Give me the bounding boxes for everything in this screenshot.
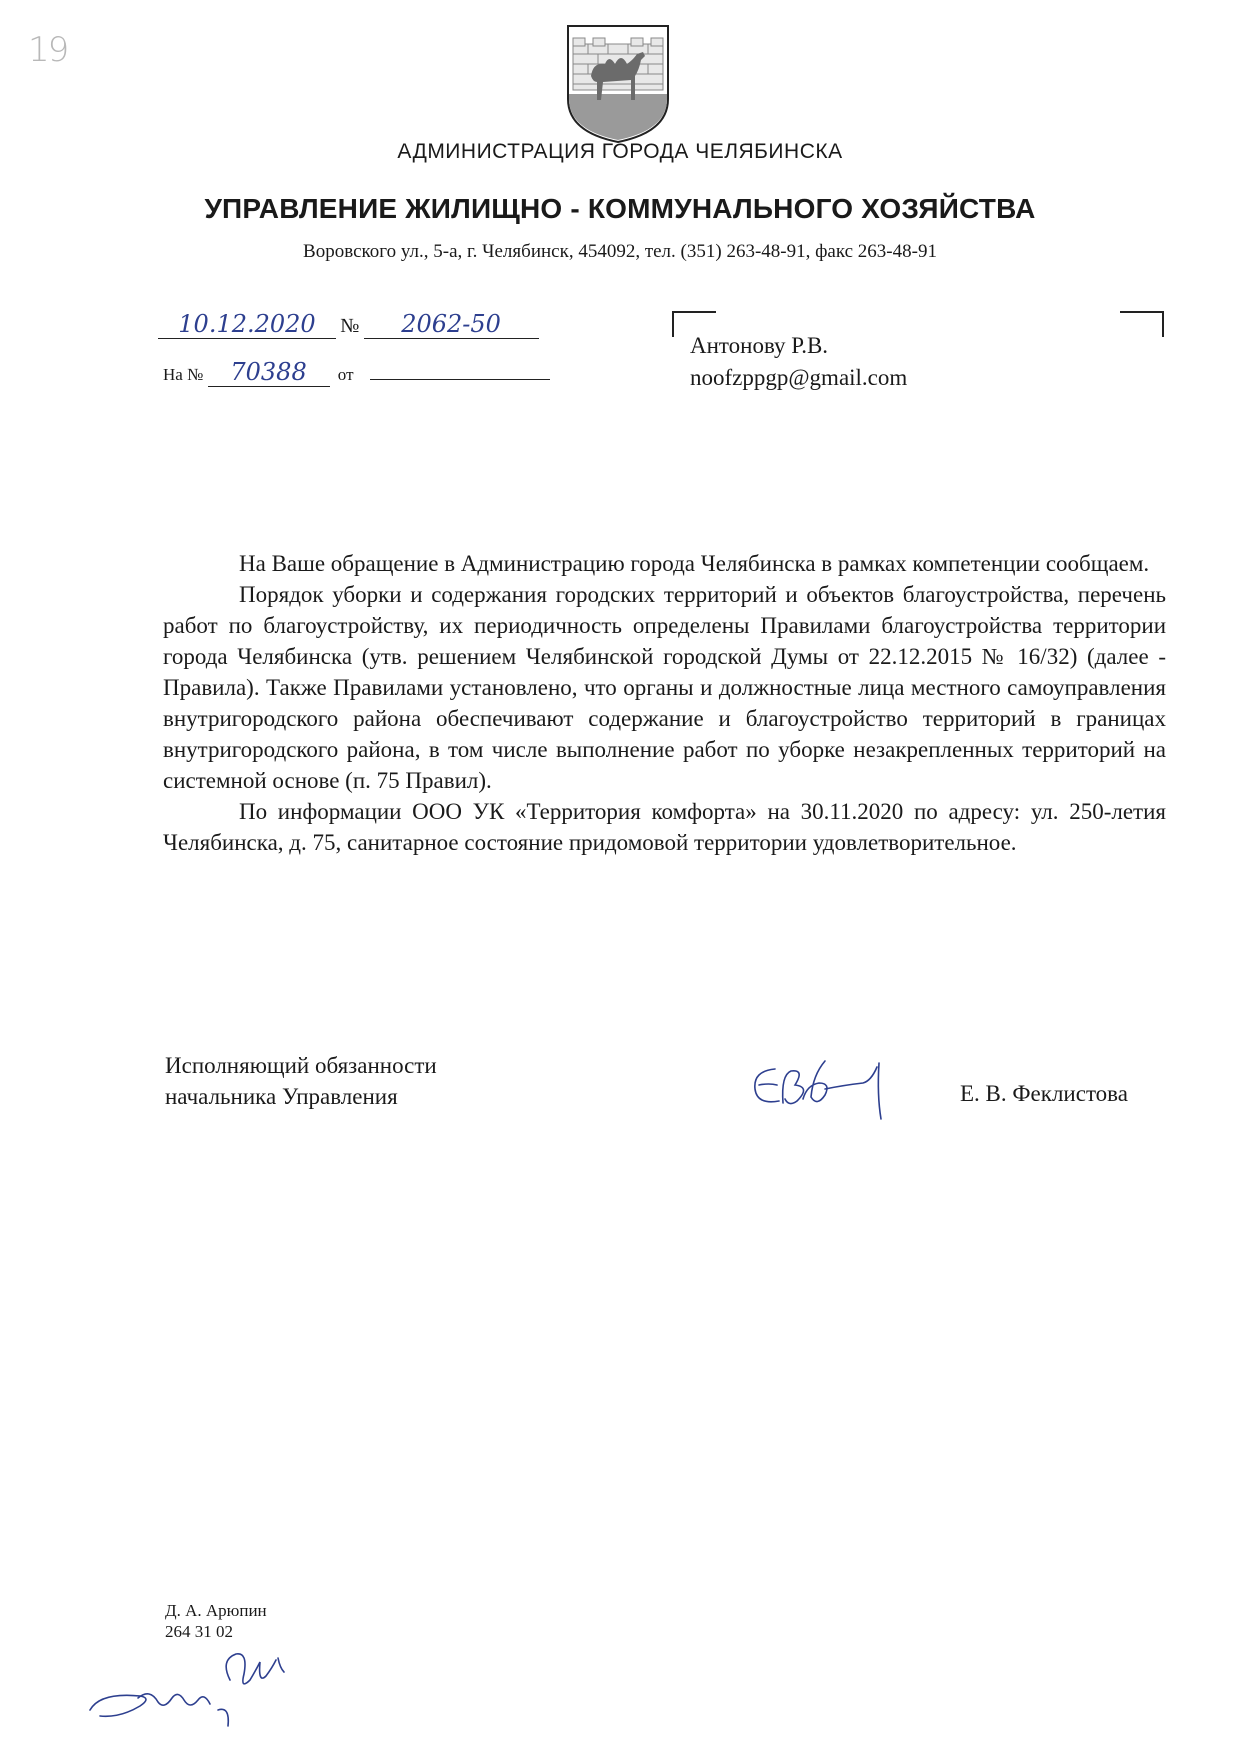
outgoing-date: 10.12.2020: [178, 310, 316, 338]
recipient-block: [690, 330, 907, 394]
executor-signature: [80, 1640, 320, 1730]
executor-name: Д. А. Арюпин: [165, 1601, 267, 1620]
signer-name: Е. В. Феклистова: [960, 1081, 1128, 1106]
signer-title-line: начальника Управления: [165, 1084, 398, 1109]
executor-block: [165, 1600, 267, 1642]
body-paragraph: Порядок уборки и содержания городских территорий и объектов благоустройства, перечень работ по благоустройству, их периодичность определены Правилами благоустройства территории города Челябинска (утв. решением Челябинской городской Думы от 22.12.2015 № 16/32) (далее - Правила). Также Правилами установлено, что органы и должностные лица местного самоуправления внутригородского района обеспечивают содержание и благоустройство территорий в границах внутригородского района, в том числе выполнение работ по уборке незакрепленных территорий на системной основе (п. 75 Правил).: [163, 582, 1166, 793]
reply-to-label: На №: [163, 365, 204, 384]
recipient-name: Антонову Р.В.: [690, 333, 829, 358]
letter-body: [163, 548, 1166, 858]
reply-to-registration: [163, 358, 550, 387]
department-name: УПРАВЛЕНИЕ ЖИЛИЩНО - КОММУНАЛЬНОГО ХОЗЯЙСТВА: [204, 193, 1036, 224]
outgoing-number: 2062-50: [401, 310, 501, 338]
page-number-mark: 19: [28, 30, 68, 70]
executor-phone: 264 31 02: [165, 1622, 233, 1641]
handwritten-signature: [745, 1055, 900, 1125]
from-date: [370, 379, 550, 380]
body-paragraph: По информации ООО УК «Территория комфорта» на 30.11.2020 по адресу: ул. 250-летия Челябинска, д. 75, санитарное состояние придомовой территории удовлетворительное.: [163, 799, 1166, 855]
number-label: №: [340, 315, 360, 337]
administration-name: АДМИНИСТРАЦИЯ ГОРОДА ЧЕЛЯБИНСКА: [397, 140, 843, 163]
department-address: Воровского ул., 5-а, г. Челябинск, 454092, тел. (351) 263-48-91, факс 263-48-91: [303, 241, 937, 262]
recipient-corner-right: [1120, 311, 1164, 337]
from-label: от: [337, 365, 354, 384]
recipient-email: noofzppgp@gmail.com: [690, 365, 908, 390]
signer-title: [165, 1050, 437, 1112]
chelyabinsk-camel-coat-of-arms-icon: [563, 24, 673, 144]
reply-to-number: 70388: [230, 358, 307, 386]
outgoing-registration: [158, 310, 539, 339]
signer-title-line: Исполняющий обязанности: [165, 1053, 437, 1078]
body-paragraph: На Ваше обращение в Администрацию города Челябинска в рамках компетенции сообщаем.: [239, 551, 1150, 576]
